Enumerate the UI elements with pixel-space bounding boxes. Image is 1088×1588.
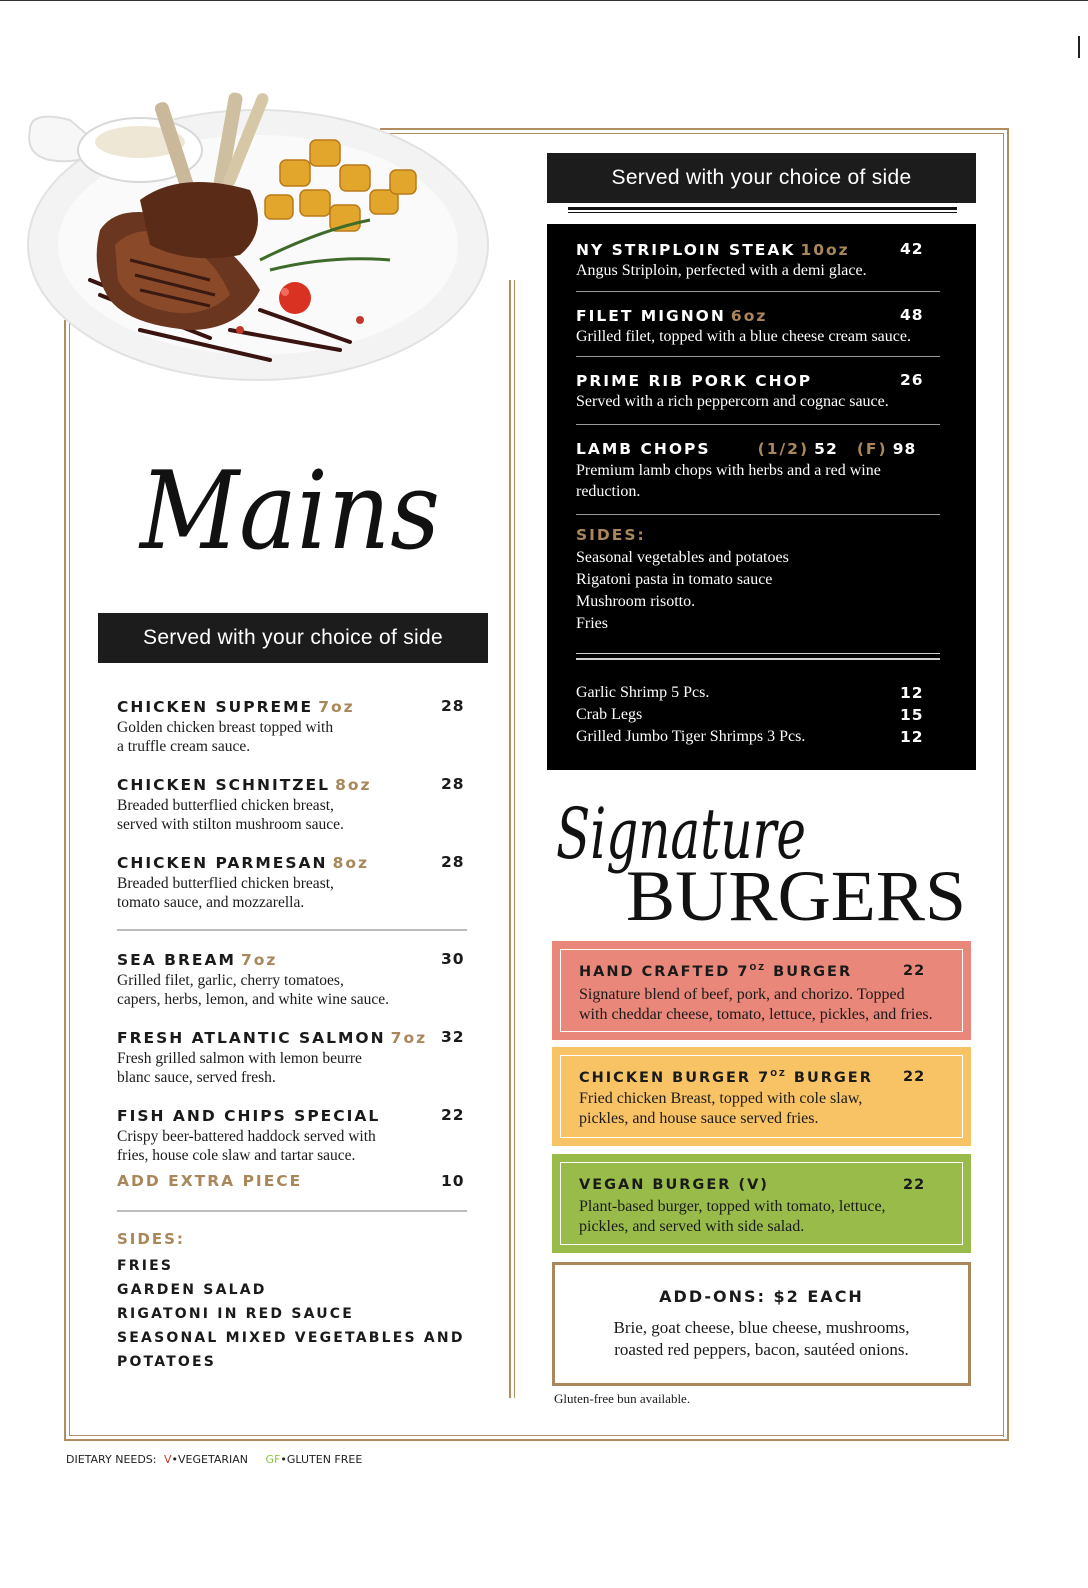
item-name: LAMB CHOPS: [576, 440, 711, 458]
burger-desc-2: pickles, and house sauce served fries.: [579, 1110, 819, 1127]
item-desc-1: Premium lamb chops with herbs and a red wine: [576, 462, 881, 479]
signature-script: Signature: [556, 793, 806, 875]
right-served-banner: [547, 153, 976, 203]
lamb-plate-image: [10, 80, 490, 390]
lamb-half-label: (1/2): [757, 440, 810, 458]
item-price: 28: [441, 775, 465, 793]
item-price: 28: [441, 853, 465, 871]
side-item: GARDEN SALAD: [117, 1282, 267, 1298]
addons-line-1: Brie, goat cheese, blue cheese, mushrooms,: [613, 1318, 910, 1337]
left-divider-2: [117, 1210, 467, 1212]
lamb-full-price: 98: [892, 440, 917, 458]
item-name: SEA BREAM: [117, 951, 236, 969]
mains-title-text: Mains: [138, 449, 440, 574]
side-item: RIGATONI IN RED SAUCE: [117, 1306, 355, 1322]
left-item-4: [117, 1028, 467, 1087]
seafood-price: 12: [900, 684, 924, 702]
item-desc-1: Grilled filet, garlic, cherry tomatoes,: [117, 972, 344, 989]
side-item: Fries: [576, 615, 608, 632]
item-name: FRESH ATLANTIC SALMON: [117, 1029, 386, 1047]
item-price: 26: [900, 371, 924, 389]
item-desc-1: Golden chicken breast topped with: [117, 719, 334, 736]
frame-right-inner: [1003, 133, 1004, 1437]
right-sides-title: SIDES:: [576, 526, 646, 544]
seafood-item: Garlic Shrimp 5 Pcs.: [576, 684, 710, 701]
item-price: 22: [441, 1106, 465, 1124]
item-price: 42: [900, 240, 924, 258]
frame-bottom-inner: [69, 1435, 1004, 1436]
seafood-prices: [900, 682, 924, 748]
burger-desc-2: pickles, and served with side salad.: [579, 1218, 805, 1235]
left-sides: [117, 1230, 465, 1374]
burger-card-0: [552, 941, 971, 1040]
dietary-v-text: VEGETARIAN: [178, 1453, 249, 1466]
item-size: 8oz: [335, 776, 372, 794]
side-item: FRIES: [117, 1258, 174, 1274]
left-item-0: [117, 697, 467, 756]
burger-name-pre: VEGAN BURGER (V): [579, 1177, 769, 1193]
dietary-gf-text: GLUTEN FREE: [286, 1453, 363, 1466]
banner-double-rule-2: [568, 212, 957, 213]
steak-divider: [576, 424, 940, 425]
addons-title: ADD-ONS: $2 EACH: [659, 1287, 864, 1306]
item-desc-2: served with stilton mushroom sauce.: [117, 816, 344, 833]
side-item: SEASONAL MIXED VEGETABLES AND: [117, 1330, 465, 1346]
left-served-banner: [98, 613, 488, 663]
item-desc-1: Angus Striploin, perfected with a demi glace.: [576, 262, 867, 279]
burger-desc-1: Plant-based burger, topped with tomato, lettuce,: [579, 1198, 886, 1215]
steak-item-1: [576, 306, 946, 346]
item-desc-1: Breaded butterflied chicken breast,: [117, 797, 334, 814]
left-sides-title: SIDES:: [117, 1230, 185, 1248]
item-size: 6oz: [730, 307, 768, 325]
dietary-v: V: [164, 1453, 172, 1466]
item-desc-2: capers, herbs, lemon, and white wine sauce.: [117, 991, 390, 1008]
center-divider-inner: [514, 280, 515, 1398]
burger-desc-1: Fried chicken Breast, topped with cole slaw,: [579, 1090, 863, 1107]
side-item: Seasonal vegetables and potatoes: [576, 549, 789, 566]
steak-divider: [576, 291, 940, 292]
item-name: CHICKEN SUPREME: [117, 698, 314, 716]
top-rule: [0, 0, 1088, 1]
burger-desc-1: Signature blend of beef, pork, and chorizo. Topped: [579, 986, 905, 1003]
item-desc-2: tomato sauce, and mozzarella.: [117, 894, 305, 911]
steak-item-2: [576, 371, 946, 411]
item-price: 28: [441, 697, 465, 715]
left-item-1: [117, 775, 467, 834]
sides-double-rule: [576, 653, 940, 654]
seafood-list: [576, 682, 946, 748]
side-item: Rigatoni pasta in tomato sauce: [576, 571, 773, 588]
item-desc-1: Served with a rich peppercorn and cognac sauce.: [576, 393, 889, 410]
burgers-title: BURGERS: [626, 856, 966, 936]
left-item-3: [117, 950, 467, 1009]
dietary-dot: •: [280, 1453, 287, 1466]
item-desc-1: Crispy beer-battered haddock served with: [117, 1128, 376, 1145]
burger-price: 22: [903, 1069, 926, 1085]
seafood-price: 12: [900, 728, 924, 746]
gluten-note: Gluten-free bun available.: [554, 1391, 691, 1406]
burger-desc-2: with cheddar cheese, tomato, lettuce, pickles, and fries.: [579, 1006, 933, 1023]
item-size: 8oz: [332, 854, 370, 872]
burger-card-2: [552, 1154, 971, 1253]
side-item: Mushroom risotto.: [576, 593, 696, 610]
item-size: 7oz: [390, 1029, 428, 1047]
burger-price: 22: [903, 963, 926, 979]
frame-left-inner: [69, 320, 70, 1436]
lamb-full-label: (F): [856, 440, 888, 458]
lamb-half-price: 52: [814, 440, 838, 458]
addons-box: [552, 1262, 971, 1386]
steak-divider: [576, 356, 940, 357]
frame-right-outer: [1007, 128, 1009, 1441]
item-desc-1: Fresh grilled salmon with lemon beurre: [117, 1050, 362, 1067]
signature-burgers-title: [548, 778, 978, 938]
dietary-label: DIETARY NEEDS:: [66, 1453, 157, 1466]
burger-name: [579, 1177, 769, 1193]
right-sides: [576, 526, 789, 635]
item-name: FILET MIGNON: [576, 307, 726, 325]
center-divider: [509, 280, 511, 1398]
item-desc-1: Breaded butterflied chicken breast,: [117, 875, 334, 892]
left-item-2: [117, 853, 467, 912]
mains-title: [130, 430, 450, 580]
extra-piece-label: ADD EXTRA PIECE: [117, 1172, 303, 1190]
frame-bottom-outer: [64, 1439, 1009, 1441]
burger-card-1: [552, 1047, 971, 1146]
item-desc-2: fries, house cole slaw and tartar sauce.: [117, 1147, 356, 1164]
burger-name-pre: HAND CRAFTED 7: [579, 963, 750, 980]
seafood-price: 15: [900, 706, 924, 724]
burger-name: [579, 963, 852, 980]
dietary-legend: [66, 1453, 362, 1466]
item-size: 7oz: [318, 698, 355, 716]
burger-name-pre: CHICKEN BURGER 7: [579, 1069, 771, 1086]
burger-name-post: BURGER: [786, 1069, 873, 1086]
burger-name: [579, 1069, 873, 1086]
item-name: CHICKEN PARMESAN: [117, 854, 328, 872]
left-item-5: [117, 1106, 467, 1165]
item-name: CHICKEN SCHNITZEL: [117, 776, 330, 794]
item-size: 10oz: [800, 241, 850, 259]
dietary-gf: GF: [265, 1453, 281, 1466]
item-price: 30: [441, 950, 465, 968]
item-price: 32: [441, 1028, 465, 1046]
steak-divider: [576, 514, 940, 515]
seafood-item: Crab Legs: [576, 706, 643, 723]
right-served-banner-text: Served with your choice of side: [611, 166, 912, 189]
extra-piece-price: 10: [441, 1172, 465, 1190]
edge-mark: [1078, 36, 1080, 58]
item-desc-2: reduction.: [576, 483, 641, 500]
burger-name-sup: OZ: [770, 1069, 787, 1078]
frame-left-outer: [64, 320, 66, 1441]
left-served-banner-text: Served with your choice of side: [143, 626, 443, 649]
left-divider-1: [117, 929, 467, 931]
burger-name-post: BURGER: [766, 963, 853, 980]
lamb-item: [576, 439, 946, 502]
banner-double-rule: [568, 207, 957, 210]
item-name: NY STRIPLOIN STEAK: [576, 241, 796, 259]
item-price: 48: [900, 306, 924, 324]
item-size: 7oz: [241, 951, 278, 969]
burger-price: 22: [903, 1177, 926, 1193]
addons-line-2: roasted red peppers, bacon, sautéed onions.: [614, 1340, 909, 1359]
burger-name-sup: OZ: [749, 963, 767, 972]
item-desc-1: Grilled filet, topped with a blue cheese cream sauce.: [576, 328, 911, 345]
item-name: PRIME RIB PORK CHOP: [576, 372, 813, 390]
sides-double-rule-2: [576, 658, 940, 660]
steak-item-0: [576, 240, 946, 280]
side-item: POTATOES: [117, 1354, 217, 1370]
seafood-item: Grilled Jumbo Tiger Shrimps 3 Pcs.: [576, 728, 806, 745]
item-desc-2: blanc sauce, served fresh.: [117, 1069, 276, 1086]
item-desc-2: a truffle cream sauce.: [117, 738, 251, 755]
item-name: FISH AND CHIPS SPECIAL: [117, 1107, 381, 1125]
dietary-dot: •: [171, 1453, 179, 1466]
